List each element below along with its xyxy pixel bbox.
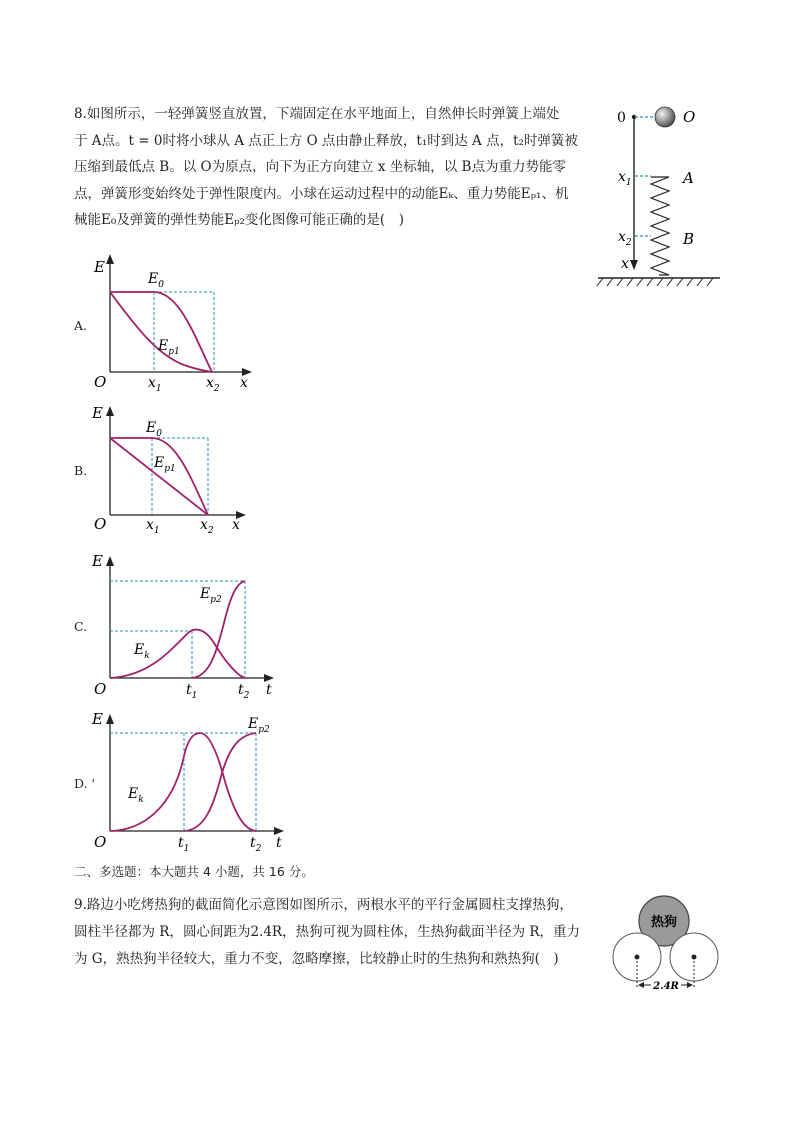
distance-arrow-left [638,982,644,988]
graphC-O-label: O [94,680,107,698]
graph-B [88,400,263,540]
graphC-t1-label: $t_1$ [186,682,198,701]
graphD-t-label: t [276,835,282,851]
origin-tick-label: 0 [617,110,626,126]
graphD-Ep2-curve [184,733,256,831]
graphC-t-label: t [266,682,272,698]
x-axis-arrow [630,260,638,270]
distance-arrow-right [687,982,693,988]
q8-line-1: 8.如图所示，一轻弹簧竖直放置，下端固定在水平地面上，自然伸长时弹簧上端处 [74,106,560,122]
B-label: B [683,230,695,248]
graphA-x1-label: $x_1$ [148,375,162,394]
graphB-x2-label: $x_2$ [200,517,214,536]
graphA-E0-curve [110,292,212,372]
graphC-Ek-curve [110,630,245,678]
q8-line-5: 械能E₀及弹簧的弹性势能Eₚ₂变化图像可能正确的是( ) [74,212,404,228]
graphA-O-label: O [94,373,107,391]
graphA-Ep1-curve [110,292,212,372]
x1-label: $x_1$ [618,169,632,188]
graphA-Ep1-label: $E_{p1}$ [158,338,180,357]
x-axis-label: x [621,256,629,272]
graphB-y-arrow [106,406,114,416]
graph-A [88,250,263,395]
graphA-x-label: x [240,375,248,391]
graphB-Ep1-line [110,438,208,515]
graphC-Ek-label: $E_k$ [134,642,150,661]
graphD-Ek-curve [110,733,256,831]
graphC-E-label: E [92,552,103,570]
graphC-t2-label: $t_2$ [238,682,250,701]
graph-D [88,708,298,858]
graphA-E-label: E [94,258,105,276]
question-9 [74,892,594,973]
graphB-Ep1-label: $E_{p1}$ [154,455,176,474]
graphC-y-arrow [106,556,114,566]
graphD-y-arrow [106,714,114,724]
graphD-E-label: E [92,710,103,728]
option-B-label: B. [74,463,88,478]
graphD-t2-label: $t_2$ [250,835,262,854]
graphD-x-arrow [274,827,284,835]
graphA-y-arrow [106,254,114,264]
ground-hatch [597,278,713,286]
graphD-t1-label: $t_1$ [178,835,190,854]
graph-C [88,548,288,708]
distance-label: 2.4R [653,981,679,992]
graphB-E-label: E [92,404,103,422]
graphA-x2-label: $x_2$ [206,375,220,394]
q8-line-3: 压缩到最低点 B。以 O为原点，向下为正方向建立 x 坐标轴，以 B点为重力势能零 [74,159,566,175]
graphA-E0-label: $E_0$ [148,271,164,290]
graphB-O-label: O [94,515,107,533]
graphC-x-arrow [264,674,274,682]
q9-line-3: 为 G，熟热狗半径较大，重力不变，忽略摩擦，比较静止时的生热狗和熟热狗( ) [74,951,559,967]
graphB-x1-label: $x_1$ [146,517,160,536]
O-label: O [683,108,696,126]
q8-line-2: 于 A点。t = 0时将小球从 A 点正上方 O 点由静止释放，t₁时到达 A 点，t₂时弹簧被 [74,132,578,149]
graphD-Ep2-label: $E_{p2}$ [248,716,270,735]
option-C-label: C. [74,619,88,634]
graphB-x-label: x [232,517,240,533]
hotdog-figure [608,890,728,1000]
option-A-label: A. [74,318,88,333]
graphD-O-label: O [94,833,107,851]
q8-line-4: 点，弹簧形变始终处于弹性限度内。小球在运动过程中的动能Eₖ、重力势能Eₚ₁、机 [74,185,569,202]
section-heading-multiple-choice: 二、多选题：本大题共 4 小题，共 16 分。 [74,864,314,879]
ball [655,107,675,127]
spring-figure [595,100,725,295]
x2-label: $x_2$ [618,229,632,248]
question-8 [74,101,584,234]
spring-coil [651,177,669,275]
q9-line-2: 圆柱半径都为 R，圆心间距为2.4R，热狗可视为圆柱体，生热狗截面半径为 R，重力 [74,924,581,940]
option-D-label: D. ' [74,776,95,791]
hotdog-label: 热狗 [650,915,678,930]
A-label: A [683,169,694,187]
graphC-Ep2-label: $E_{p2}$ [200,586,222,605]
graphB-E0-label: $E_0$ [146,420,162,439]
graphD-Ek-label: $E_k$ [128,786,144,805]
q9-line-1: 9.路边小吃烤热狗的截面简化示意图如图所示，两根水平的平行金属圆柱支撑热狗， [74,897,573,913]
